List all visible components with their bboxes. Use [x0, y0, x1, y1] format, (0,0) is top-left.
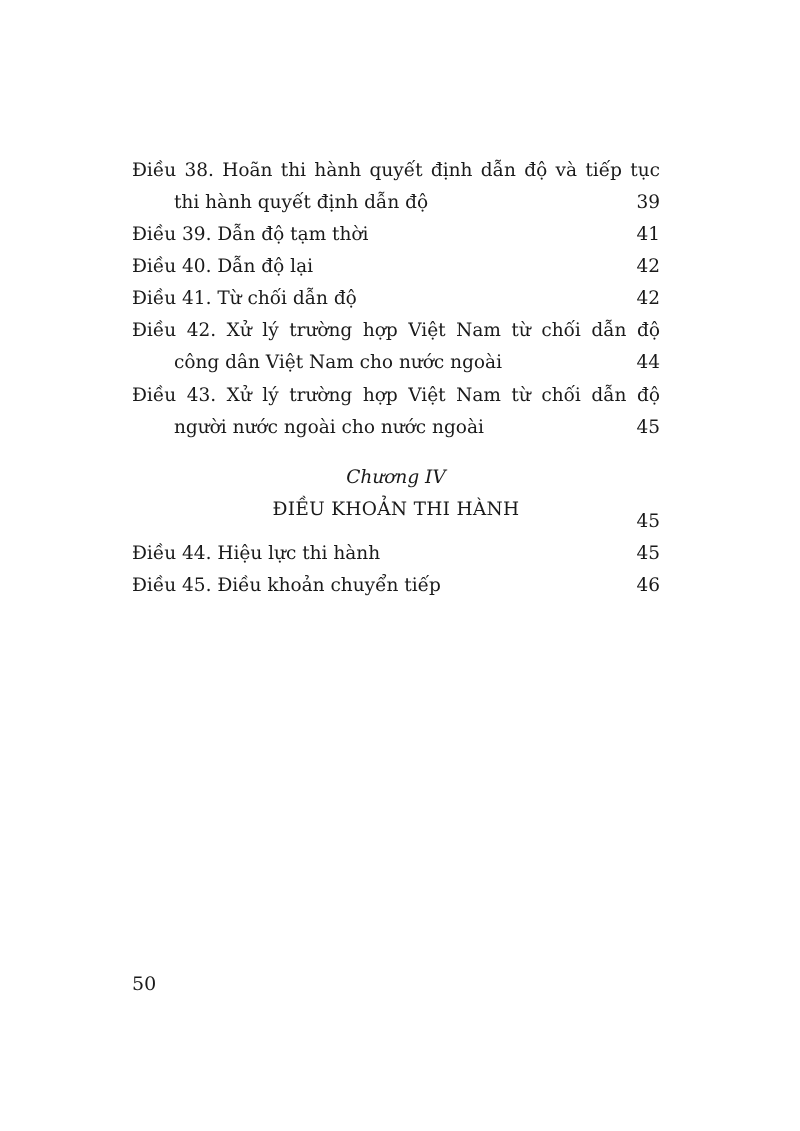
toc-page-number: 46 [636, 575, 660, 596]
toc-page-number: 41 [636, 224, 660, 245]
toc-page-number: 39 [636, 192, 660, 213]
toc-entry-article-43 [132, 380, 660, 444]
toc-entry-title-line [132, 251, 660, 283]
toc-entry-title-line [132, 219, 660, 251]
toc-entry-article-42 [132, 315, 660, 379]
toc-page-number: 45 [636, 417, 660, 438]
chapter-page-number: 45 [636, 511, 660, 532]
toc-entry-article-40 [132, 251, 660, 283]
toc-entry-title-line: Điều 42. Xử lý trường hợp Việt Nam từ chối dẫn độ [132, 320, 660, 341]
toc-page-number: 45 [636, 543, 660, 564]
toc-entry-article-39 [132, 219, 660, 251]
toc-entry-article-38 [132, 155, 660, 219]
toc-entry-continuation-line [132, 412, 660, 444]
toc-entry-title-text: Điều 45. Điều khoản chuyển tiếp [132, 575, 441, 596]
toc-entry-title-text: Điều 40. Dẫn độ lại [132, 256, 314, 277]
toc-page-number: 42 [636, 256, 660, 277]
toc-entry-continuation-line [132, 347, 660, 379]
toc-entry-article-44 [132, 538, 660, 570]
chapter-label: Chương IV [346, 467, 446, 488]
toc-entry-title-text: Điều 41. Từ chối dẫn độ [132, 288, 357, 309]
toc-entry-article-41 [132, 283, 660, 315]
toc-entry-title-line [132, 283, 660, 315]
toc-page-number: 44 [636, 352, 660, 373]
page-folio-number: 50 [132, 973, 157, 995]
chapter-title: ĐIỀU KHOẢN THI HÀNH [272, 499, 520, 520]
toc-page-number: 42 [636, 288, 660, 309]
toc-entry-continuation-line [132, 187, 660, 219]
toc-entry-title-line [132, 538, 660, 570]
toc-entry-title-text: Điều 39. Dẫn độ tạm thời [132, 224, 369, 245]
toc-entry-continuation-text: công dân Việt Nam cho nước ngoài [174, 352, 503, 373]
toc-entry-title-line [132, 570, 660, 602]
toc-entry-continuation-text: người nước ngoài cho nước ngoài [174, 417, 484, 438]
toc-entry-continuation-text: thi hành quyết định dẫn độ [174, 192, 429, 213]
toc-entry-article-45 [132, 570, 660, 602]
toc-entry-title-line: Điều 43. Xử lý trường hợp Việt Nam từ chối dẫn độ [132, 385, 660, 406]
toc-entry-title-line: Điều 38. Hoãn thi hành quyết định dẫn độ và tiếp tục [132, 160, 660, 181]
toc-entry-title-text: Điều 44. Hiệu lực thi hành [132, 543, 381, 564]
